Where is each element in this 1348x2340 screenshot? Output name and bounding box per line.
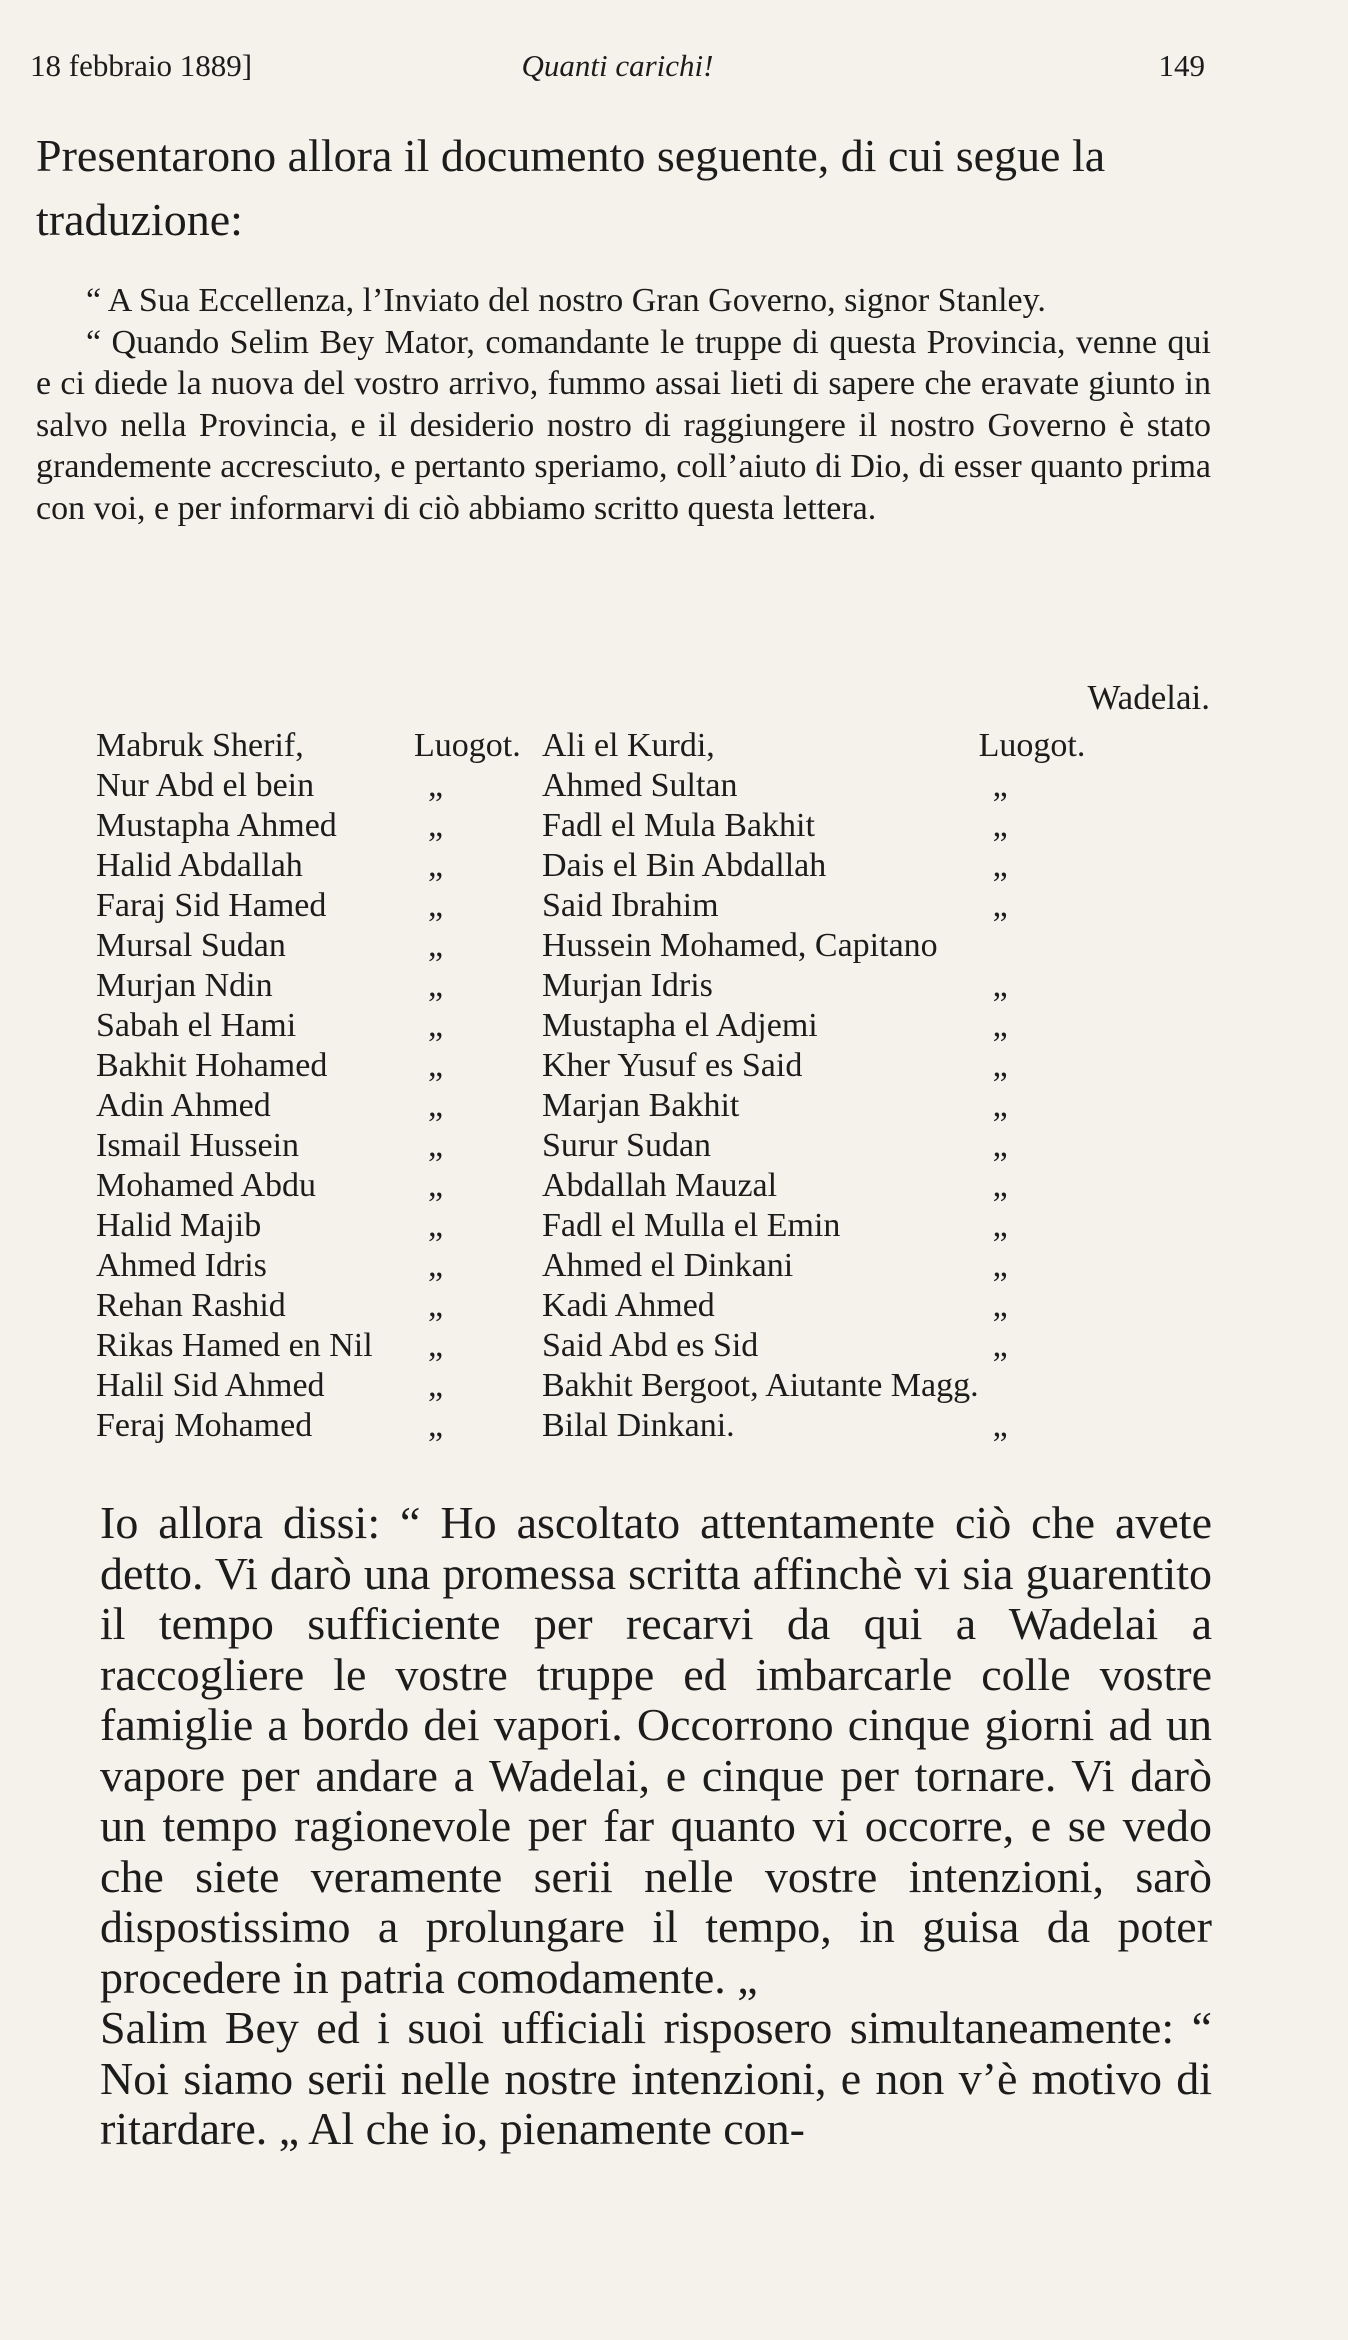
signatory-left-rank: „ (428, 1087, 444, 1124)
signatory-right-rank: „ (992, 767, 1008, 804)
signatory-right-rank: „ (992, 1407, 1008, 1444)
running-head (30, 48, 1205, 92)
signatory-left-rank: „ (428, 1287, 444, 1324)
letter-place: Wadelai. (1087, 678, 1210, 717)
signatory-left-rank: „ (428, 807, 444, 844)
signatory-right-name: Bilal Dinkani. (542, 1407, 735, 1444)
signatory-row (96, 1166, 1113, 1206)
signatory-right-name: Fadl el Mulla el Emin (542, 1207, 841, 1244)
signatory-left-rank: „ (428, 1247, 444, 1284)
signatory-left-name: Mursal Sudan (96, 927, 286, 964)
signatory-right-name: Hussein Mohamed, Capitano (542, 927, 938, 964)
signatory-left-name: Mustapha Ahmed (96, 807, 337, 844)
signatory-right-rank: „ (992, 1327, 1008, 1364)
signatory-right-rank: Luogot. (978, 727, 1086, 764)
signatory-left-name: Rehan Rashid (96, 1287, 286, 1324)
signatory-right-rank: „ (992, 847, 1008, 884)
letter-body: “ Quando Selim Bey Mator, comandante le truppe di questa Provincia, venne qui e ci diede la nuova del vostro arrivo, fummo assai lieti di sapere che eravate giunto in salvo nella Provincia, e il desiderio nostro di raggiungere il nostro Governo è stato grandemente accresciuto, e pertanto speriamo, coll’aiuto di Dio, di esser quanto prima con voi, e per informarvi di ciò abbiamo scritto questa lettera. (36, 323, 1211, 527)
translated-letter (36, 280, 1211, 529)
signatory-row (96, 766, 1113, 806)
signatory-left-name: Halid Majib (96, 1207, 262, 1244)
signatory-right-rank: „ (992, 1287, 1008, 1324)
signatory-row (96, 1086, 1113, 1126)
signatory-right-name: Ali el Kurdi, (542, 727, 715, 764)
signatory-row (96, 1286, 1113, 1326)
signatory-row (96, 1006, 1113, 1046)
signatory-row (96, 966, 1113, 1006)
signatory-right-name: Dais el Bin Abdallah (542, 847, 827, 884)
narrative-paragraph-1: Io allora dissi: “ Ho ascoltato attentamente ciò che avete detto. Vi darò una promessa scritta affinchè vi sia guarentito il tempo sufficiente per recarvi da qui a Wadelai a raccogliere le vostre truppe ed imbarcarle colle vostre famiglie a bordo dei vapori. Occorrono cinque giorni ad un vapore per andare a Wadelai, e cinque per tornare. Vi darò un tempo ragionevole per far quanto vi occorre, e se vedo che siete veramente serii nelle vostre intenzioni, sarò dispostissimo a prolungare il tempo, in guisa da poter procedere in patria comodamente. „ (100, 1497, 1212, 2003)
signatory-right-rank: „ (992, 807, 1008, 844)
signatory-row (96, 1366, 1113, 1406)
signatory-left-rank: „ (428, 927, 444, 964)
signatory-left-name: Ahmed Idris (96, 1247, 267, 1284)
signatory-left-rank: Luogot. (414, 727, 521, 764)
signatory-right-name: Said Abd es Sid (542, 1327, 759, 1364)
signatory-row (96, 806, 1113, 846)
signatory-right-rank: „ (992, 1207, 1008, 1244)
signatory-left-rank: „ (428, 887, 444, 924)
page-number: 149 (1158, 48, 1205, 83)
signatory-left-name: Murjan Ndin (96, 967, 273, 1004)
signatory-left-name: Halil Sid Ahmed (96, 1367, 325, 1404)
signatory-left-name: Nur Abd el bein (96, 767, 315, 804)
running-head-date: 18 febbraio 1889] (30, 48, 253, 83)
signatory-right-name: Ahmed el Dinkani (542, 1247, 794, 1284)
signatory-left-name: Feraj Mohamed (96, 1407, 313, 1444)
signatory-left-rank: „ (428, 1127, 444, 1164)
signatory-right-rank: „ (992, 1087, 1008, 1124)
signatory-left-name: Adin Ahmed (96, 1087, 271, 1124)
signatory-right-rank: „ (992, 1167, 1008, 1204)
signatory-left-name: Bakhit Hohamed (96, 1047, 328, 1084)
signatory-left-rank: „ (428, 967, 444, 1004)
signatory-right-rank (979, 926, 1113, 966)
signatory-left-rank: „ (428, 767, 444, 804)
signatory-left-rank: „ (428, 1407, 444, 1444)
signatory-right-rank (979, 1366, 1113, 1406)
signatory-right-name: Marjan Bakhit (542, 1087, 740, 1124)
signatory-right-name: Bakhit Bergoot, Aiutante Magg. (542, 1367, 979, 1404)
signatory-row (96, 1406, 1113, 1446)
signatory-left-rank: „ (428, 1007, 444, 1044)
signatory-row (96, 1206, 1113, 1246)
signatory-right-name: Said Ibrahim (542, 887, 719, 924)
signatory-row (96, 1326, 1113, 1366)
signatory-right-name: Kher Yusuf es Said (542, 1047, 803, 1084)
signatory-right-name: Surur Sudan (542, 1127, 712, 1164)
signatory-left-rank: „ (428, 847, 444, 884)
signatory-row (96, 726, 1113, 766)
signatory-row (96, 1126, 1113, 1166)
signatory-left-name: Rikas Hamed en Nil (96, 1327, 373, 1364)
signatory-right-name: Fadl el Mula Bakhit (542, 807, 815, 844)
signatory-right-rank: „ (992, 1047, 1008, 1084)
signatory-right-rank: „ (992, 1127, 1008, 1164)
signatory-right-rank: „ (992, 1247, 1008, 1284)
intro-paragraph: Presentarono allora il documento seguente, di cui segue la traduzione: (36, 130, 1106, 245)
narrative-paragraph-2-text: Salim Bey ed i suoi ufficiali risposero simultaneamente: “ Noi siamo serii nelle nostre intenzioni, e non v’è motivo di ritardare. „ Al che io, pienamente con- (100, 2002, 1212, 2154)
signatory-right-name: Mustapha el Adjemi (542, 1007, 818, 1044)
signatory-left-rank: „ (428, 1207, 444, 1244)
signatory-right-rank: „ (992, 887, 1008, 924)
signatory-row (96, 846, 1113, 886)
signatory-row (96, 886, 1113, 926)
signatory-right-name: Abdallah Mauzal (542, 1167, 778, 1204)
signatory-left-rank: „ (428, 1327, 444, 1364)
signatory-right-name: Murjan Idris (542, 967, 713, 1004)
signatory-left-name: Ismail Hussein (96, 1127, 300, 1164)
signatory-left-rank: „ (428, 1047, 444, 1084)
signatory-right-name: Ahmed Sultan (542, 767, 738, 804)
signatories-table (96, 726, 1113, 1446)
signatory-right-rank: „ (992, 967, 1008, 1004)
signatory-left-rank: „ (428, 1367, 444, 1404)
signatory-left-name: Halid Abdallah (96, 847, 303, 884)
signatory-row (96, 926, 1113, 966)
signatory-left-name: Mabruk Sherif, (96, 727, 304, 764)
signatory-left-name: Faraj Sid Hamed (96, 887, 327, 924)
signatory-right-name: Kadi Ahmed (542, 1287, 715, 1324)
running-head-title: Quanti carichi! (521, 48, 714, 83)
signatory-row (96, 1046, 1113, 1086)
letter-salutation: “ A Sua Eccellenza, l’Inviato del nostro Gran Governo, signor Stanley. (86, 282, 1046, 319)
signatory-right-rank: „ (992, 1007, 1008, 1044)
signatory-left-name: Sabah el Hami (96, 1007, 297, 1044)
signatory-row (96, 1246, 1113, 1286)
narrative-text (100, 1498, 1212, 2155)
narrative-paragraph-2 (100, 2003, 1212, 2155)
signatory-left-rank: „ (428, 1167, 444, 1204)
signatory-left-name: Mohamed Abdu (96, 1167, 317, 1204)
